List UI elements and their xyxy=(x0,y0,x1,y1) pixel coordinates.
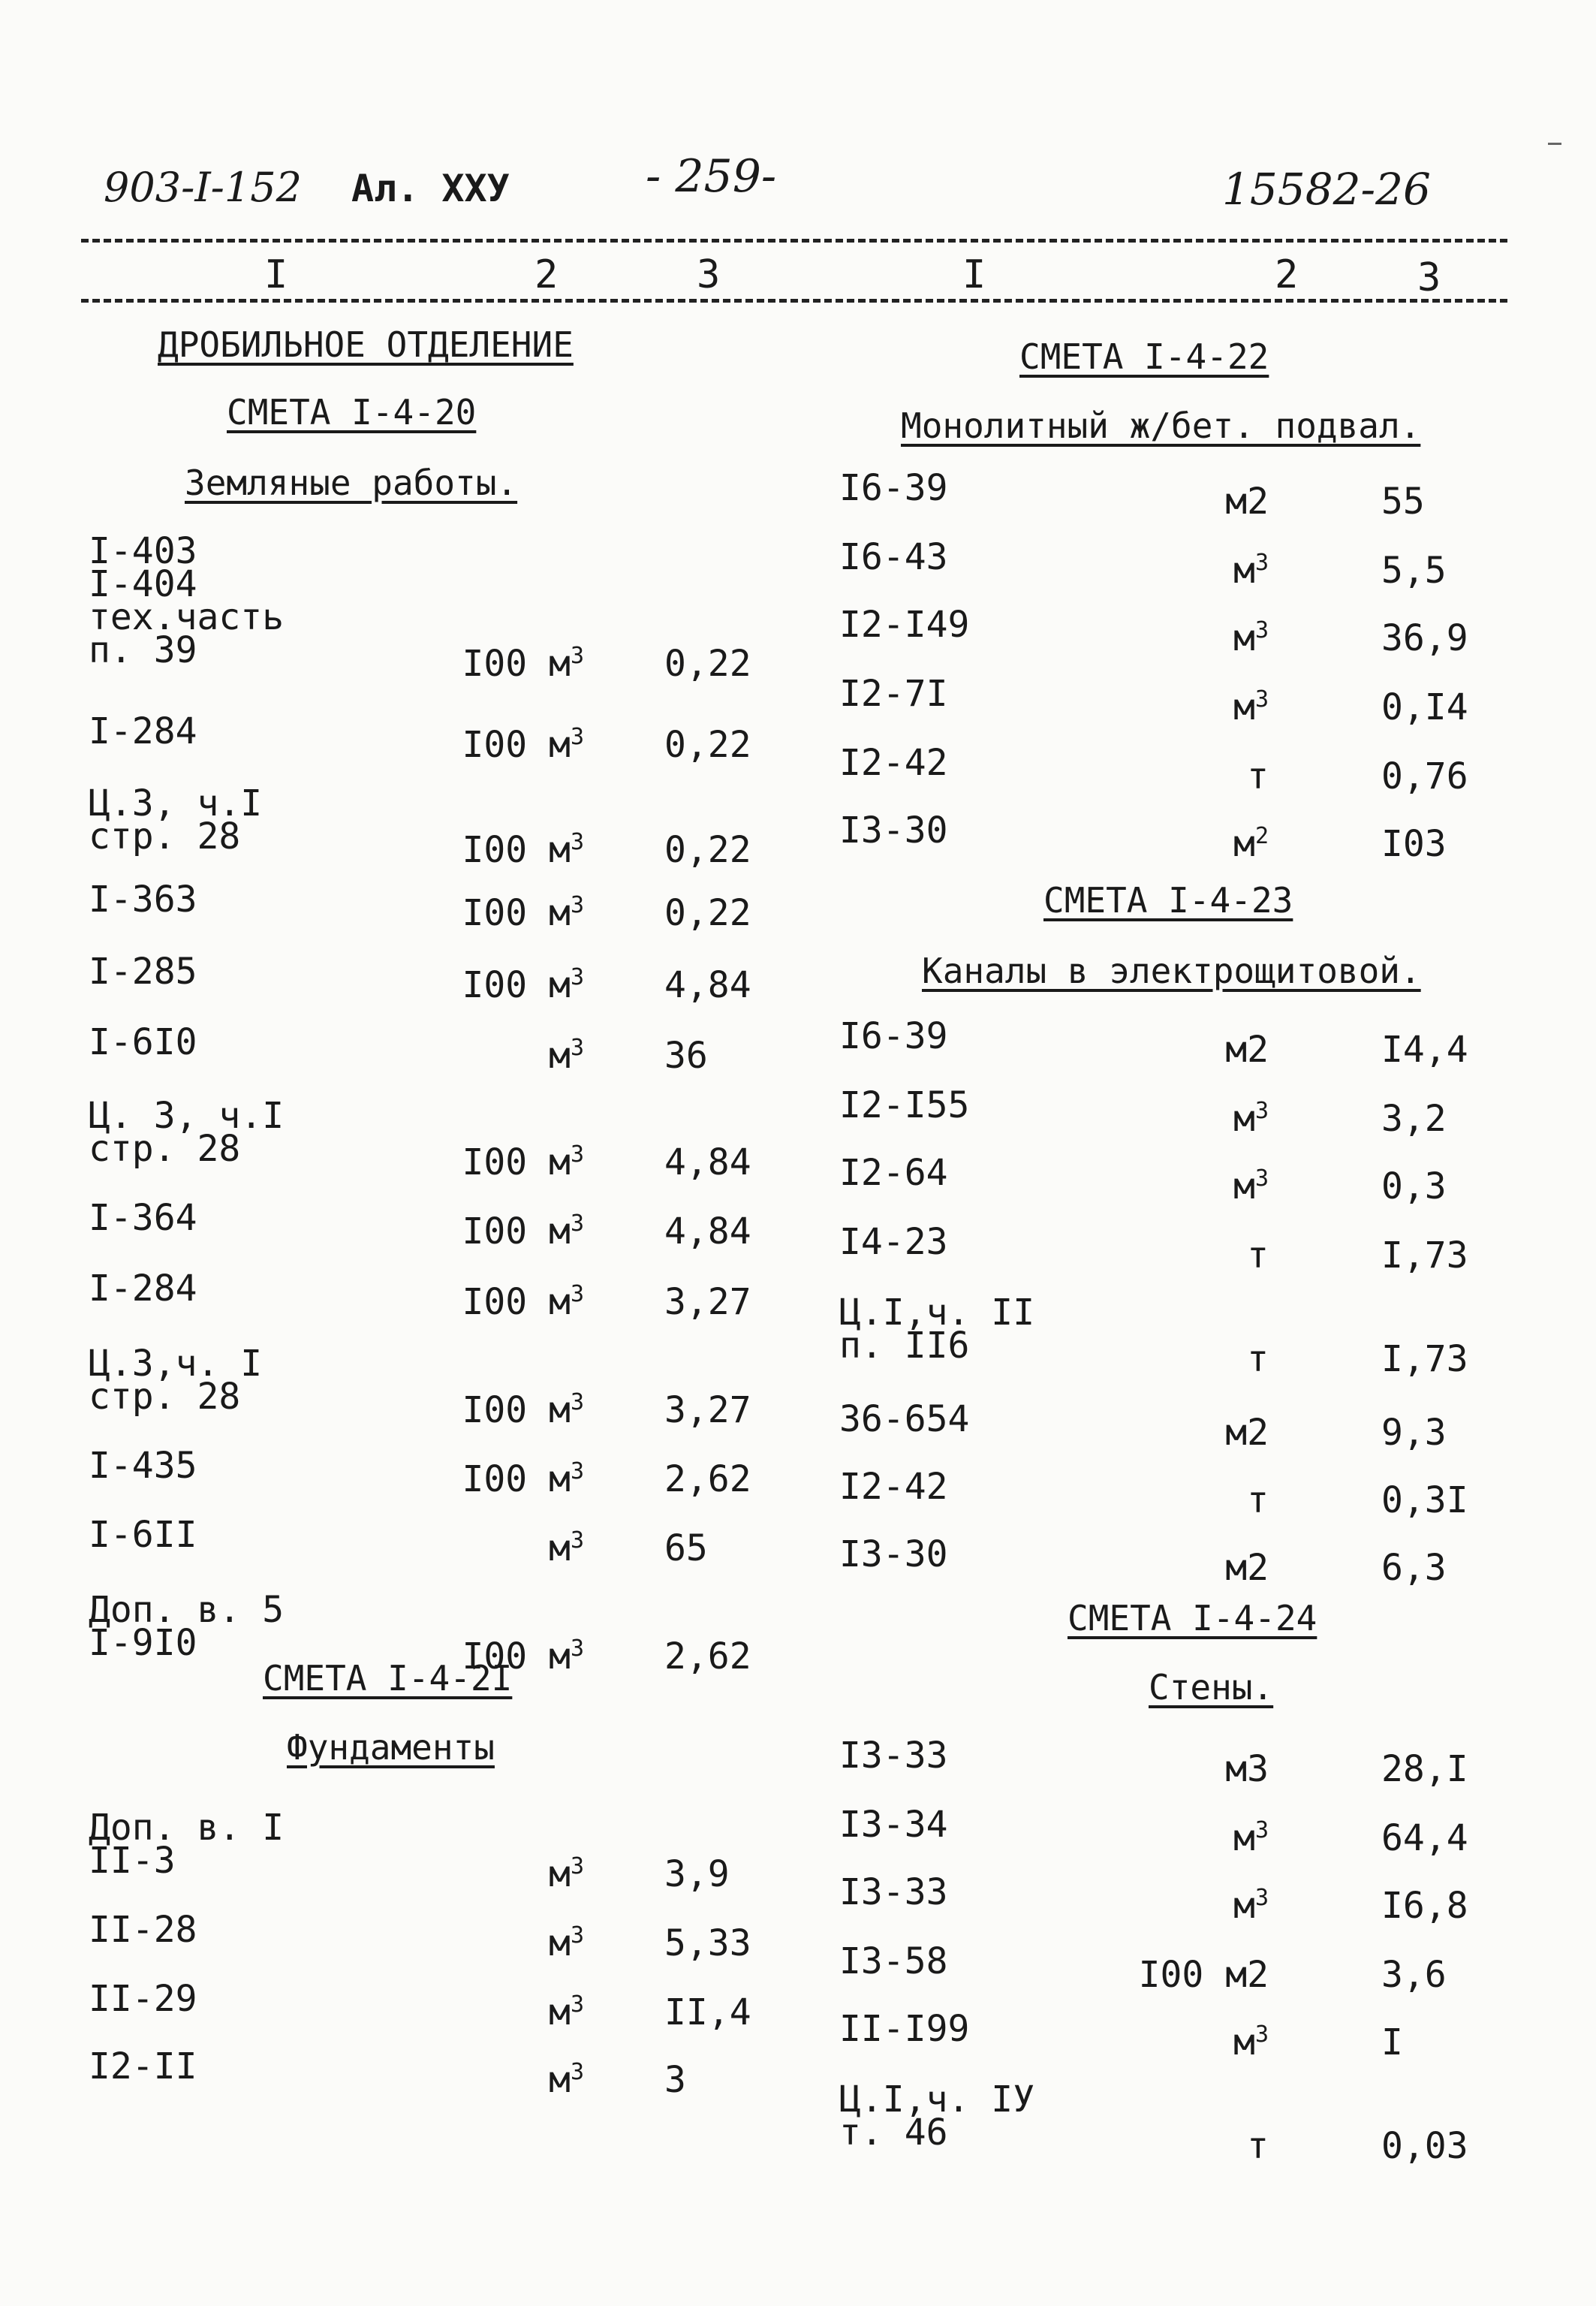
row-reference-code: I3-34 xyxy=(839,1804,948,1846)
row-quantity: 65 xyxy=(664,1527,708,1569)
row-quantity: 2,62 xyxy=(664,1635,751,1678)
row-unit: $м^3$ xyxy=(1233,550,1269,592)
row-quantity: 9,3 xyxy=(1381,1412,1447,1454)
unit-exponent: 3 xyxy=(570,892,584,918)
row-quantity: 3,27 xyxy=(664,1281,751,1323)
unit-exponent: 3 xyxy=(570,643,584,669)
section-title: СМЕТА I-4-24 xyxy=(1068,1598,1317,1638)
row-reference-code: II-28 xyxy=(89,1909,197,1951)
row-quantity: 2,62 xyxy=(664,1458,751,1500)
header-rule-top xyxy=(81,239,1507,243)
row-unit: $м^3$ xyxy=(1233,1885,1269,1927)
section-subtitle: Земляные работы. xyxy=(185,463,518,503)
row-reference-code: I2-42 xyxy=(839,742,948,784)
unit-exponent: 3 xyxy=(1254,617,1269,644)
unit-exponent: 3 xyxy=(570,1527,584,1554)
row-reference-code: I4-23 xyxy=(839,1221,948,1263)
unit-exponent: 3 xyxy=(1254,550,1269,576)
row-quantity: 0,22 xyxy=(664,724,751,766)
row-unit: I00 м2 xyxy=(1138,1954,1269,1996)
row-quantity: 0,3 xyxy=(1381,1165,1447,1207)
left-col-3-number: 3 xyxy=(697,252,721,297)
row-quantity: I xyxy=(1381,2021,1403,2063)
unit-exponent: 3 xyxy=(1254,2021,1269,2048)
row-reference-code: I-285 xyxy=(89,951,197,993)
row-unit: т xyxy=(1247,755,1269,797)
section-title: СМЕТА I-4-23 xyxy=(1043,880,1293,921)
row-quantity: 64,4 xyxy=(1381,1817,1468,1859)
header-rule-bottom xyxy=(81,299,1507,303)
row-unit: $м^3$ xyxy=(549,2059,584,2101)
row-quantity: 55 xyxy=(1381,481,1425,523)
department-title: ДРОБИЛЬНОЕ ОТДЕЛЕНИЕ xyxy=(158,324,574,365)
row-reference-code: I6-43 xyxy=(839,536,948,578)
row-reference-code: I-363 xyxy=(89,879,197,921)
row-unit: I00 $м^3$ xyxy=(462,1458,584,1500)
row-quantity: 3,9 xyxy=(664,1853,730,1895)
row-unit: $м^3$ xyxy=(1233,1098,1269,1140)
row-unit: $м^3$ xyxy=(549,1922,584,1964)
unit-exponent: 3 xyxy=(1254,1817,1269,1843)
row-quantity: 0,3I xyxy=(1381,1479,1468,1521)
row-unit: $м^3$ xyxy=(549,1991,584,2033)
row-unit: $м^3$ xyxy=(549,1527,584,1569)
row-unit: $м^3$ xyxy=(549,1853,584,1895)
unit-exponent: 3 xyxy=(570,1922,584,1949)
row-quantity: 28,I xyxy=(1381,1748,1468,1790)
row-reference-code: I3-30 xyxy=(839,1533,948,1575)
unit-exponent: 3 xyxy=(570,829,584,855)
row-quantity: I4,4 xyxy=(1381,1029,1468,1071)
row-reference-code: I2-42 xyxy=(839,1466,948,1508)
row-reference-code: I-6I0 xyxy=(89,1021,197,1063)
row-quantity: 4,84 xyxy=(664,1141,751,1183)
unit-exponent: 3 xyxy=(570,1458,584,1485)
section-title: СМЕТА I-4-22 xyxy=(1019,336,1269,377)
row-reference-code: Ц. 3, ч.I стр. 28 xyxy=(89,1095,285,1170)
row-quantity: 36 xyxy=(664,1035,708,1077)
row-unit: I00 $м^3$ xyxy=(462,829,584,871)
row-reference-code: Ц.3,ч. I стр. 28 xyxy=(89,1343,263,1418)
section-title: СМЕТА I-4-2I xyxy=(263,1658,513,1699)
unit-exponent: 3 xyxy=(570,1281,584,1307)
row-unit: т xyxy=(1247,1338,1269,1380)
row-reference-code: Ц.I,ч. II п. II6 xyxy=(839,1292,1035,1367)
row-reference-code: I6-39 xyxy=(839,1015,948,1057)
row-reference-code: I2-I55 xyxy=(839,1084,970,1126)
unit-exponent: 3 xyxy=(570,2059,584,2085)
section-subtitle: Каналы в электрощитовой. xyxy=(922,951,1421,991)
row-unit: I00 $м^3$ xyxy=(462,1635,584,1678)
row-unit: м2 xyxy=(1225,481,1269,523)
row-unit: I00 $м^3$ xyxy=(462,643,584,685)
unit-exponent: 3 xyxy=(570,1035,584,1061)
row-reference-code: I-6II xyxy=(89,1514,197,1556)
album-number: Ал. XXУ xyxy=(351,167,510,210)
row-unit: I00 $м^3$ xyxy=(462,1389,584,1431)
sheet-code: 15582-26 xyxy=(1222,164,1431,215)
row-unit: м2 xyxy=(1225,1412,1269,1454)
unit-exponent: 3 xyxy=(570,1991,584,2018)
row-unit: т xyxy=(1247,1234,1269,1277)
unit-exponent: 3 xyxy=(570,724,584,750)
row-reference-code: I-284 xyxy=(89,1268,197,1310)
row-quantity: II,4 xyxy=(664,1991,751,2033)
row-reference-code: Ц.I,ч. IУ т. 46 xyxy=(839,2078,1035,2154)
row-quantity: I,73 xyxy=(1381,1234,1468,1277)
row-reference-code: I2-II xyxy=(89,2045,197,2087)
unit-exponent: 2 xyxy=(1254,823,1269,849)
row-quantity: 3 xyxy=(664,2059,686,2101)
row-reference-code: I-364 xyxy=(89,1197,197,1239)
row-unit: $м^3$ xyxy=(1233,1817,1269,1859)
section-title: СМЕТА I-4-20 xyxy=(227,392,477,433)
row-quantity: 0,22 xyxy=(664,643,751,685)
row-unit: I00 $м^3$ xyxy=(462,1281,584,1323)
row-reference-code: I3-58 xyxy=(839,1940,948,1982)
row-quantity: 4,84 xyxy=(664,1210,751,1252)
row-quantity: 0,03 xyxy=(1381,2125,1468,2167)
margin-mark xyxy=(1548,143,1561,145)
row-reference-code: I2-I49 xyxy=(839,604,970,646)
row-unit: $м^2$ xyxy=(1233,823,1269,865)
row-unit: I00 $м^3$ xyxy=(462,892,584,934)
unit-exponent: 3 xyxy=(570,1853,584,1879)
row-quantity: 36,9 xyxy=(1381,617,1468,659)
row-reference-code: I-435 xyxy=(89,1445,197,1487)
row-unit: I00 $м^3$ xyxy=(462,1141,584,1183)
row-reference-code: II-29 xyxy=(89,1978,197,2020)
row-reference-code: Доп. в. I II-3 xyxy=(89,1807,285,1882)
row-reference-code: I-284 xyxy=(89,710,197,752)
row-unit: м2 xyxy=(1225,1029,1269,1071)
row-unit: $м^3$ xyxy=(1233,2021,1269,2063)
row-quantity: 3,2 xyxy=(1381,1098,1447,1140)
row-reference-code: II-I99 xyxy=(839,2008,970,2050)
row-unit: т xyxy=(1247,1479,1269,1521)
unit-exponent: 3 xyxy=(570,1389,584,1415)
row-quantity: 6,3 xyxy=(1381,1547,1447,1589)
right-col-3-number: 3 xyxy=(1417,255,1441,300)
row-reference-code: I2-64 xyxy=(839,1152,948,1194)
document-code: 903-I-152 xyxy=(104,164,302,211)
row-quantity: 0,22 xyxy=(664,829,751,871)
left-col-2-number: 2 xyxy=(535,252,559,297)
section-subtitle: Монолитный ж/бет. подвал. xyxy=(901,405,1421,446)
unit-exponent: 3 xyxy=(1254,1885,1269,1911)
right-col-1-number: I xyxy=(962,252,986,297)
row-quantity: I03 xyxy=(1381,823,1447,865)
row-quantity: 5,5 xyxy=(1381,550,1447,592)
unit-exponent: 3 xyxy=(570,1210,584,1237)
row-reference-code: I3-33 xyxy=(839,1735,948,1777)
unit-exponent: 3 xyxy=(570,1141,584,1168)
row-unit: $м^3$ xyxy=(1233,617,1269,659)
page-number: - 259- xyxy=(646,150,777,203)
row-quantity: 3,6 xyxy=(1381,1954,1447,1996)
row-unit: $м^3$ xyxy=(1233,686,1269,728)
section-subtitle: Фундаменты xyxy=(287,1727,495,1768)
row-reference-code: 36-654 xyxy=(839,1398,970,1440)
unit-exponent: 3 xyxy=(570,964,584,990)
right-col-2-number: 2 xyxy=(1275,252,1299,297)
row-unit: $м^3$ xyxy=(549,1035,584,1077)
row-quantity: I,73 xyxy=(1381,1338,1468,1380)
row-reference-code: I-403 I-404 тех.часть п. 39 xyxy=(89,530,285,671)
unit-exponent: 3 xyxy=(570,1635,584,1662)
row-unit: м3 xyxy=(1225,1748,1269,1790)
row-reference-code: Доп. в. 5 I-9I0 xyxy=(89,1589,285,1664)
row-reference-code: I2-7I xyxy=(839,673,948,715)
row-unit: $м^3$ xyxy=(1233,1165,1269,1207)
row-quantity: 4,84 xyxy=(664,964,751,1006)
row-unit: т xyxy=(1247,2125,1269,2167)
row-quantity: 0,76 xyxy=(1381,755,1468,797)
row-quantity: I6,8 xyxy=(1381,1885,1468,1927)
row-quantity: 3,27 xyxy=(664,1389,751,1431)
left-col-1-number: I xyxy=(264,252,288,297)
row-unit: м2 xyxy=(1225,1547,1269,1589)
row-reference-code: I6-39 xyxy=(839,467,948,509)
row-reference-code: I3-33 xyxy=(839,1871,948,1913)
row-quantity: 0,I4 xyxy=(1381,686,1468,728)
row-unit: I00 $м^3$ xyxy=(462,1210,584,1252)
row-reference-code: Ц.3, ч.I стр. 28 xyxy=(89,782,263,858)
row-quantity: 5,33 xyxy=(664,1922,751,1964)
row-unit: I00 $м^3$ xyxy=(462,724,584,766)
section-subtitle: Стены. xyxy=(1149,1667,1274,1708)
unit-exponent: 3 xyxy=(1254,1098,1269,1124)
unit-exponent: 3 xyxy=(1254,1165,1269,1192)
unit-exponent: 3 xyxy=(1254,686,1269,713)
row-reference-code: I3-30 xyxy=(839,809,948,852)
row-unit: I00 $м^3$ xyxy=(462,964,584,1006)
row-quantity: 0,22 xyxy=(664,892,751,934)
